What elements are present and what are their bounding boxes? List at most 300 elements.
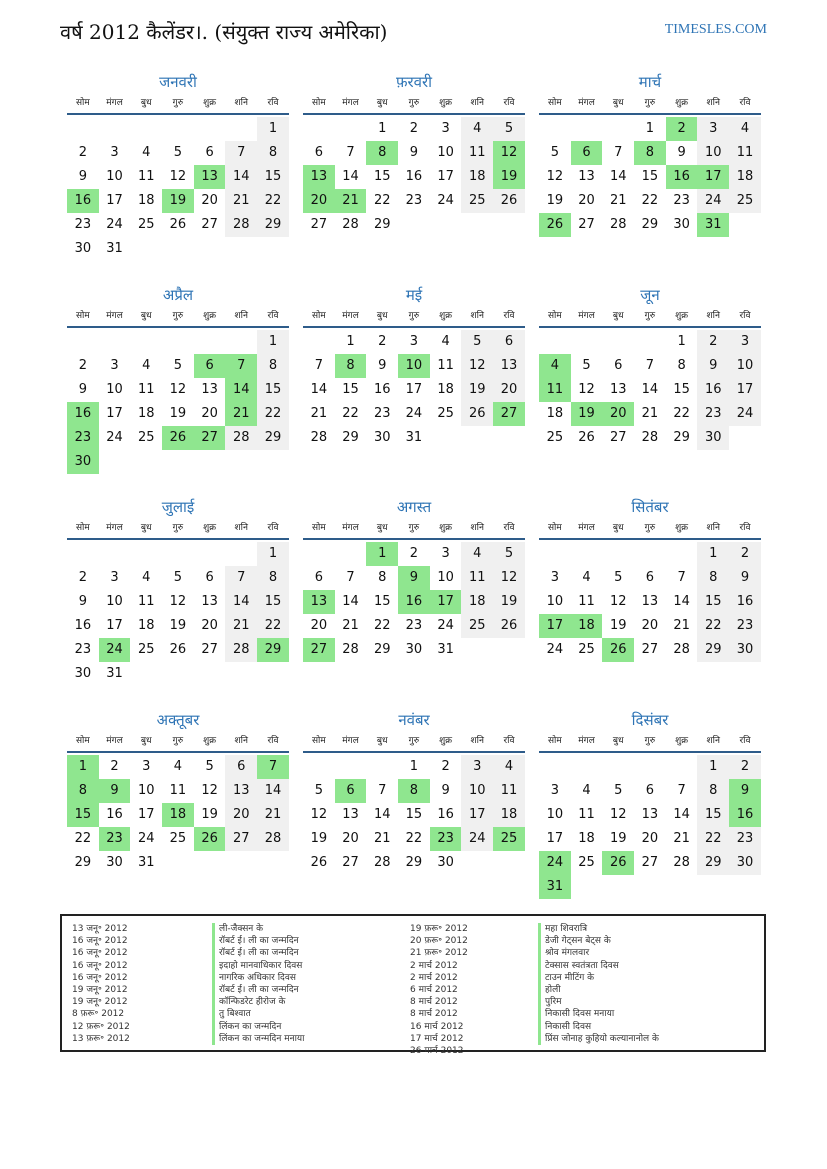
month-name: मार्च xyxy=(638,73,662,91)
weekday-label: शुक्र xyxy=(203,736,217,746)
day-cell: 11 xyxy=(461,141,493,165)
day-cell: 5 xyxy=(173,358,183,373)
day-cell: 15 xyxy=(373,169,391,184)
weekday-label: शनि xyxy=(706,311,720,321)
day-cell: 9 xyxy=(78,382,87,397)
holiday-day-cell: 19 xyxy=(571,402,603,426)
weekday-label: रवि xyxy=(503,736,515,746)
day-cell: 8 xyxy=(257,566,289,590)
holiday-day-cell: 8 xyxy=(335,354,367,378)
day-cell: 15 xyxy=(373,594,391,609)
day-cell: 11 xyxy=(137,169,155,184)
day-cell: 19 xyxy=(493,590,525,614)
day-cell: 19 xyxy=(169,618,187,633)
holiday-date: 19 जनू॰ 2012 xyxy=(72,997,128,1008)
day-cell: 11 xyxy=(578,594,595,609)
day-grid xyxy=(67,330,289,474)
month-name: अप्रैल xyxy=(162,286,194,304)
weekday-label: सोम xyxy=(311,523,326,533)
holiday-day-cell: 13 xyxy=(194,165,226,189)
day-cell: 10 xyxy=(137,783,155,798)
day-cell: 25 xyxy=(137,217,155,232)
day-grid xyxy=(303,330,525,450)
day-cell: 10 xyxy=(697,141,729,165)
month-name: अगस्त xyxy=(396,498,432,516)
day-cell: 4 xyxy=(582,570,591,585)
holiday-name: लिंकन का जन्मदिन xyxy=(212,1021,304,1033)
day-cell: 13 xyxy=(225,779,257,803)
month-block xyxy=(67,495,289,686)
holiday-day-cell: 27 xyxy=(194,426,226,450)
weekday-label: सोम xyxy=(75,311,90,321)
day-cell: 2 xyxy=(110,759,119,774)
day-cell: 4 xyxy=(142,570,151,585)
empty-cell xyxy=(539,542,571,566)
weekday-label: गुरु xyxy=(408,311,420,321)
day-cell: 14 xyxy=(225,165,257,189)
day-cell: 24 xyxy=(729,402,761,426)
weekday-label: बुध xyxy=(140,98,152,108)
day-cell: 12 xyxy=(169,594,187,609)
day-cell: 31 xyxy=(106,241,123,256)
weekday-label: शुक्र xyxy=(439,736,453,746)
holiday-day-cell: 7 xyxy=(225,354,257,378)
holiday-date: 16 जनू॰ 2012 xyxy=(72,936,128,947)
day-cell: 24 xyxy=(437,618,454,633)
month-name: फ़रवरी xyxy=(395,73,433,91)
weekday-label: गुरु xyxy=(644,523,656,533)
weekday-label: मंगल xyxy=(578,736,595,746)
day-cell: 25 xyxy=(546,430,564,445)
day-cell: 6 xyxy=(614,358,623,373)
day-cell: 15 xyxy=(257,378,289,402)
holiday-name: रॉबर्ट ई। ली का जन्मदिन xyxy=(212,984,304,996)
day-grid xyxy=(539,330,761,450)
weekday-label: गुरु xyxy=(644,736,656,746)
day-cell: 28 xyxy=(225,213,257,237)
empty-cell xyxy=(335,755,367,779)
day-cell: 23 xyxy=(74,217,92,232)
day-cell: 23 xyxy=(373,406,391,421)
holiday-date: 8 फ़रू॰ 2012 xyxy=(72,1009,125,1020)
day-cell: 5 xyxy=(314,783,323,798)
day-cell: 3 xyxy=(729,330,761,354)
day-cell: 22 xyxy=(257,614,289,638)
day-cell: 19 xyxy=(546,193,564,208)
holiday-day-cell: 26 xyxy=(602,638,634,662)
weekday-label: शनि xyxy=(470,736,484,746)
holiday-date: 16 जनू॰ 2012 xyxy=(72,960,128,971)
day-cell: 19 xyxy=(609,618,627,633)
day-cell: 14 xyxy=(609,169,627,184)
day-cell: 5 xyxy=(582,358,591,373)
weekday-label: बुध xyxy=(612,736,624,746)
holiday-date: 2 मार्च 2012 xyxy=(410,960,458,971)
weekday-label: शुक्र xyxy=(675,523,689,533)
day-cell: 2 xyxy=(441,759,450,774)
month-block xyxy=(67,283,289,474)
empty-cell xyxy=(67,330,99,354)
day-cell: 22 xyxy=(257,402,289,426)
day-cell: 14 xyxy=(342,594,359,609)
day-cell: 22 xyxy=(697,827,729,851)
day-cell: 28 xyxy=(342,217,359,232)
day-cell: 29 xyxy=(673,430,690,445)
day-cell: 20 xyxy=(578,193,595,208)
day-grid xyxy=(539,117,761,237)
day-cell: 5 xyxy=(173,570,183,585)
weekday-label: बुध xyxy=(140,311,152,321)
day-cell: 2 xyxy=(378,334,387,349)
day-cell: 25 xyxy=(137,430,155,445)
day-cell: 1 xyxy=(409,759,419,774)
day-cell: 30 xyxy=(74,241,92,256)
holiday-day-cell: 13 xyxy=(303,165,335,189)
holiday-name: कॉन्फिडरेट हीरोज के xyxy=(212,996,304,1008)
day-cell: 29 xyxy=(74,855,92,870)
weekday-label: शुक्र xyxy=(439,311,453,321)
day-cell: 31 xyxy=(106,666,123,681)
day-cell: 10 xyxy=(461,779,493,803)
holiday-name: ली-जैक्सन के xyxy=(212,923,304,935)
day-cell: 18 xyxy=(137,618,155,633)
day-cell: 7 xyxy=(346,570,355,585)
holiday-day-cell: 21 xyxy=(225,402,257,426)
weekday-label: रवि xyxy=(267,98,279,108)
day-cell: 13 xyxy=(201,594,218,609)
holiday-day-cell: 30 xyxy=(67,450,99,474)
empty-cell xyxy=(225,330,257,354)
day-cell: 8 xyxy=(677,358,686,373)
weekday-label: रवि xyxy=(739,98,751,108)
day-cell: 28 xyxy=(225,638,257,662)
day-cell: 17 xyxy=(546,831,564,846)
day-cell: 5 xyxy=(205,759,214,774)
weekday-label: सोम xyxy=(311,736,326,746)
day-cell: 14 xyxy=(373,807,391,822)
day-cell: 3 xyxy=(110,145,119,160)
holiday-day-cell: 16 xyxy=(67,402,99,426)
holiday-name: निकासी दिवस मनाया xyxy=(538,1008,659,1020)
day-cell: 28 xyxy=(641,430,659,445)
day-cell: 10 xyxy=(729,354,761,378)
day-cell: 20 xyxy=(342,831,359,846)
day-cell: 30 xyxy=(373,430,391,445)
day-cell: 17 xyxy=(405,382,423,397)
day-cell: 10 xyxy=(437,570,454,585)
empty-cell xyxy=(67,542,99,566)
day-cell: 29 xyxy=(373,642,391,657)
weekday-header xyxy=(303,732,525,753)
day-cell: 27 xyxy=(641,642,659,657)
day-cell: 2 xyxy=(697,330,729,354)
day-cell: 6 xyxy=(645,783,655,798)
weekday-label: सोम xyxy=(75,98,90,108)
day-cell: 11 xyxy=(461,566,493,590)
weekday-label: सोम xyxy=(547,736,562,746)
day-cell: 4 xyxy=(582,783,591,798)
day-cell: 3 xyxy=(441,121,450,136)
holiday-day-cell: 9 xyxy=(398,566,430,590)
holiday-day-cell: 18 xyxy=(162,803,194,827)
weekday-label: गुरु xyxy=(408,736,420,746)
day-cell: 14 xyxy=(673,807,690,822)
day-cell: 7 xyxy=(314,358,323,373)
holiday-name: निकासी दिवस xyxy=(538,1021,659,1033)
day-cell: 17 xyxy=(729,378,761,402)
holiday-day-cell: 29 xyxy=(257,638,289,662)
weekday-label: गुरु xyxy=(644,311,656,321)
month-block xyxy=(67,70,289,261)
day-cell: 14 xyxy=(310,382,328,397)
day-cell: 28 xyxy=(225,426,257,450)
month-name: मई xyxy=(405,286,423,304)
day-cell: 9 xyxy=(441,783,450,798)
holiday-day-cell: 17 xyxy=(539,614,571,638)
day-cell: 21 xyxy=(225,614,257,638)
day-cell: 23 xyxy=(697,402,729,426)
holiday-day-cell: 23 xyxy=(430,827,462,851)
weekday-label: सोम xyxy=(311,98,326,108)
empty-cell xyxy=(194,117,226,141)
month-block xyxy=(303,495,525,662)
holiday-date: 17 मार्च 2012 xyxy=(410,1033,464,1044)
day-cell: 17 xyxy=(106,618,123,633)
day-cell: 28 xyxy=(609,217,627,232)
day-cell: 11 xyxy=(137,382,155,397)
holiday-name: टाउन मीटिंग के xyxy=(538,972,659,984)
day-cell: 27 xyxy=(609,430,627,445)
holiday-day-cell: 26 xyxy=(194,827,226,851)
day-cell: 12 xyxy=(169,382,187,397)
day-cell: 16 xyxy=(697,378,729,402)
holiday-dates-col-2 xyxy=(410,923,468,1057)
empty-cell xyxy=(366,755,398,779)
weekday-label: मंगल xyxy=(106,311,123,321)
weekday-label: शनि xyxy=(706,523,720,533)
weekday-label: बुध xyxy=(612,98,624,108)
weekday-label: सोम xyxy=(547,311,562,321)
holiday-day-cell: 19 xyxy=(493,165,525,189)
weekday-header xyxy=(303,94,525,115)
day-cell: 18 xyxy=(137,193,155,208)
empty-cell xyxy=(666,755,698,779)
holiday-day-cell: 16 xyxy=(729,803,761,827)
holiday-day-cell: 17 xyxy=(697,165,729,189)
day-cell: 27 xyxy=(225,827,257,851)
day-cell: 15 xyxy=(697,590,729,614)
holiday-day-cell: 31 xyxy=(697,213,729,237)
page-title: वर्ष 2012 कैलेंडर।. (संयुक्त राज्य अमेरिका) xyxy=(60,20,388,44)
weekday-label: मंगल xyxy=(342,98,359,108)
day-cell: 9 xyxy=(409,145,419,160)
day-cell: 7 xyxy=(645,358,655,373)
holiday-day-cell: 6 xyxy=(335,779,367,803)
month-name: सितंबर xyxy=(631,498,669,516)
day-cell: 18 xyxy=(461,165,493,189)
weekday-header xyxy=(67,519,289,540)
day-cell: 1 xyxy=(677,334,686,349)
day-cell: 8 xyxy=(697,566,729,590)
empty-cell xyxy=(303,755,335,779)
weekday-label: बुध xyxy=(140,523,152,533)
holiday-day-cell: 16 xyxy=(666,165,698,189)
holiday-day-cell: 20 xyxy=(602,402,634,426)
day-cell: 20 xyxy=(201,406,218,421)
holiday-name: पुरिम xyxy=(538,996,659,1008)
day-cell: 5 xyxy=(550,145,559,160)
day-cell: 20 xyxy=(201,618,218,633)
holiday-day-cell: 31 xyxy=(539,875,571,899)
weekday-label: मंगल xyxy=(106,736,123,746)
holiday-name: तु बिश्वात xyxy=(212,1008,304,1020)
holiday-date: 8 मार्च 2012 xyxy=(410,1009,458,1020)
site-link[interactable]: TIMESLES.COM xyxy=(664,22,767,37)
day-cell: 18 xyxy=(546,406,564,421)
day-cell: 7 xyxy=(346,145,355,160)
weekday-header xyxy=(539,732,761,753)
day-cell: 15 xyxy=(257,165,289,189)
holiday-name: श्रोव मंगलवार xyxy=(538,947,659,959)
day-cell: 31 xyxy=(405,430,423,445)
day-cell: 8 xyxy=(257,354,289,378)
day-cell: 13 xyxy=(201,382,218,397)
holiday-name: रॉबर्ट ई। ली का जन्मदिन xyxy=(212,935,304,947)
weekday-label: शुक्र xyxy=(203,523,217,533)
day-cell: 19 xyxy=(609,831,627,846)
day-cell: 29 xyxy=(697,638,729,662)
weekday-label: गुरु xyxy=(408,98,420,108)
day-cell: 23 xyxy=(405,618,423,633)
weekday-label: शुक्र xyxy=(675,736,689,746)
day-cell: 3 xyxy=(110,358,119,373)
day-cell: 9 xyxy=(378,358,387,373)
weekday-label: सोम xyxy=(311,311,326,321)
weekday-label: शनि xyxy=(234,98,248,108)
weekday-label: गुरु xyxy=(172,311,184,321)
holiday-date: 6 मार्च 2012 xyxy=(410,985,458,996)
weekday-label: शुक्र xyxy=(439,523,453,533)
weekday-header xyxy=(67,307,289,328)
day-cell: 30 xyxy=(106,855,123,870)
day-cell: 27 xyxy=(578,217,595,232)
day-cell: 5 xyxy=(614,570,623,585)
day-cell: 2 xyxy=(409,121,419,136)
day-cell: 22 xyxy=(257,189,289,213)
holiday-dates-col-1 xyxy=(72,923,130,1045)
holiday-day-cell: 12 xyxy=(493,141,525,165)
empty-cell xyxy=(571,330,603,354)
holiday-day-cell: 8 xyxy=(398,779,430,803)
day-cell: 5 xyxy=(173,145,183,160)
day-cell: 7 xyxy=(378,783,387,798)
day-cell: 22 xyxy=(74,831,92,846)
weekday-label: मंगल xyxy=(106,98,123,108)
day-cell: 18 xyxy=(137,406,155,421)
day-cell: 24 xyxy=(106,430,123,445)
day-cell: 22 xyxy=(697,614,729,638)
day-cell: 25 xyxy=(578,642,595,657)
empty-cell xyxy=(225,542,257,566)
weekday-label: शनि xyxy=(706,98,720,108)
holiday-day-cell: 23 xyxy=(99,827,131,851)
day-cell: 12 xyxy=(169,169,187,184)
day-cell: 16 xyxy=(729,590,761,614)
month-name: अक्तूबर xyxy=(156,711,200,729)
day-cell: 15 xyxy=(641,169,659,184)
day-cell: 15 xyxy=(405,807,423,822)
weekday-label: शुक्र xyxy=(675,98,689,108)
day-cell: 12 xyxy=(310,807,328,822)
day-cell: 9 xyxy=(677,145,686,160)
day-grid xyxy=(539,542,761,662)
empty-cell xyxy=(303,542,335,566)
day-cell: 1 xyxy=(645,121,655,136)
day-cell: 23 xyxy=(74,642,92,657)
weekday-label: मंगल xyxy=(578,98,595,108)
day-cell: 1 xyxy=(257,330,289,354)
day-cell: 27 xyxy=(201,642,218,657)
day-cell: 18 xyxy=(437,382,454,397)
holiday-name: लिंकन का जन्मदिन मनाया xyxy=(212,1033,304,1045)
empty-cell xyxy=(602,117,634,141)
day-cell: 15 xyxy=(342,382,359,397)
weekday-label: गुरु xyxy=(172,98,184,108)
day-cell: 26 xyxy=(493,614,525,638)
weekday-label: शनि xyxy=(706,736,720,746)
weekday-label: गुरु xyxy=(172,523,184,533)
holiday-date: 20 फ़रू॰ 2012 xyxy=(410,936,468,947)
day-cell: 3 xyxy=(409,334,419,349)
day-cell: 4 xyxy=(142,145,151,160)
holiday-name: इदाहो मानवाधिकार दिवस xyxy=(212,960,304,972)
day-cell: 7 xyxy=(614,145,623,160)
day-cell: 13 xyxy=(578,169,595,184)
holiday-name: महा शिवरात्रि xyxy=(538,923,659,935)
holiday-day-cell: 14 xyxy=(225,378,257,402)
day-cell: 30 xyxy=(697,426,729,450)
day-cell: 25 xyxy=(578,855,595,870)
day-cell: 21 xyxy=(673,618,690,633)
day-cell: 18 xyxy=(493,803,525,827)
weekday-label: रवि xyxy=(503,311,515,321)
weekday-label: बुध xyxy=(376,311,388,321)
day-cell: 6 xyxy=(493,330,525,354)
day-cell: 22 xyxy=(641,193,659,208)
day-cell: 1 xyxy=(697,755,729,779)
day-grid xyxy=(303,117,525,237)
weekday-label: रवि xyxy=(739,523,751,533)
holiday-day-cell: 9 xyxy=(99,779,131,803)
holiday-day-cell: 23 xyxy=(67,426,99,450)
day-cell: 13 xyxy=(641,807,659,822)
empty-cell xyxy=(634,755,666,779)
month-block xyxy=(303,283,525,450)
empty-cell xyxy=(634,542,666,566)
month-block xyxy=(539,495,761,662)
weekday-header xyxy=(303,519,525,540)
holiday-date: 21 फ़रू॰ 2012 xyxy=(410,948,468,959)
day-cell: 14 xyxy=(342,169,359,184)
day-cell: 26 xyxy=(493,189,525,213)
empty-cell xyxy=(539,755,571,779)
holiday-date: 13 फ़रू॰ 2012 xyxy=(72,1033,130,1044)
day-cell: 28 xyxy=(257,827,289,851)
day-cell: 14 xyxy=(257,779,289,803)
day-cell: 15 xyxy=(697,803,729,827)
day-cell: 12 xyxy=(493,566,525,590)
day-cell: 26 xyxy=(169,642,187,657)
